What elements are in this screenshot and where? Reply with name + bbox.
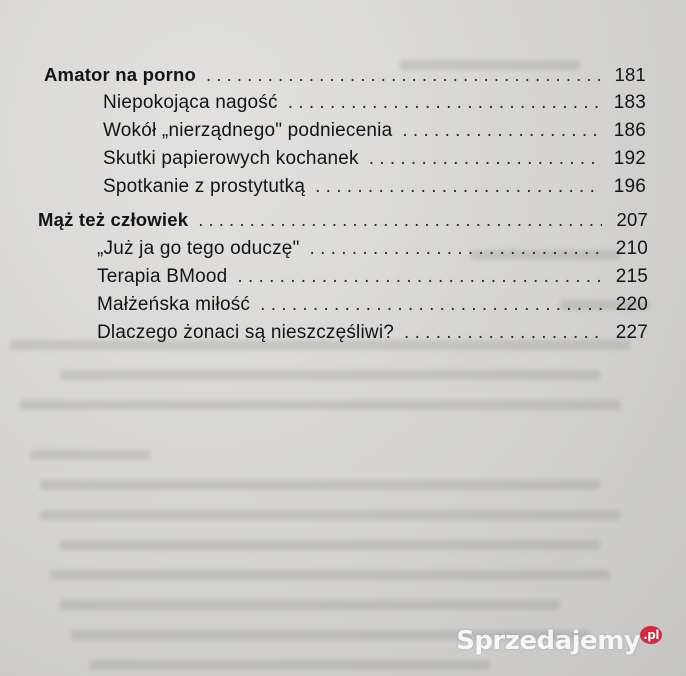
leader-dots: [237, 266, 602, 288]
leader-dots: [404, 322, 602, 344]
toc-entry-title: Terapia BMood: [97, 266, 228, 287]
leader-dots: [288, 92, 600, 114]
leader-dots: [310, 238, 602, 260]
toc-entry: [103, 148, 646, 170]
toc-entry: [103, 176, 646, 198]
leader-dots: [260, 294, 602, 316]
toc-page-number: 220: [615, 294, 648, 315]
toc-entry-title: Amator na porno: [44, 64, 197, 85]
toc-entry-title: Dlaczego żonaci są nieszczęśliwi?: [97, 322, 395, 343]
toc-entry-title: Wokół „nierządnego" podniecenia: [103, 120, 393, 141]
toc-section-title: [44, 64, 646, 86]
toc-page-number: 215: [615, 266, 648, 287]
toc-entry-title: Niepokojąca nagość: [103, 92, 278, 113]
toc-entry: [97, 266, 648, 288]
leader-dots: [402, 120, 600, 142]
toc-entry: [97, 238, 648, 260]
toc-page-number: 227: [615, 322, 648, 343]
watermark-brand: Sprzedajemy: [456, 626, 641, 656]
leader-dots: [206, 64, 600, 86]
toc-page-number: 192: [613, 148, 646, 169]
toc-page-number: 210: [615, 238, 648, 259]
toc-entry: [97, 294, 648, 316]
leader-dots: [315, 176, 600, 198]
toc-entry-title: Spotkanie z prostytutką: [103, 176, 306, 197]
watermark-logo: [456, 626, 662, 656]
toc-entry-title: Mąż też człowiek: [38, 209, 189, 230]
toc-page-number: 207: [616, 209, 648, 230]
toc-page-number: 186: [613, 120, 646, 141]
toc-section-title: [38, 209, 648, 231]
toc-entry-title: Skutki papierowych kochanek: [103, 148, 359, 169]
leader-dots: [198, 209, 602, 231]
watermark-tld: .pl: [640, 626, 662, 644]
toc-page-number: 183: [613, 92, 646, 113]
toc-page-number: 181: [614, 64, 646, 85]
toc-entry-title: Małżeńska miłość: [97, 294, 251, 315]
toc-entry: [103, 92, 646, 114]
toc-entry: [103, 120, 646, 142]
toc-entry: [97, 322, 648, 344]
toc-page-number: 196: [613, 176, 646, 197]
toc-entry-title: „Już ja go tego oduczę": [97, 238, 300, 259]
leader-dots: [369, 148, 600, 170]
